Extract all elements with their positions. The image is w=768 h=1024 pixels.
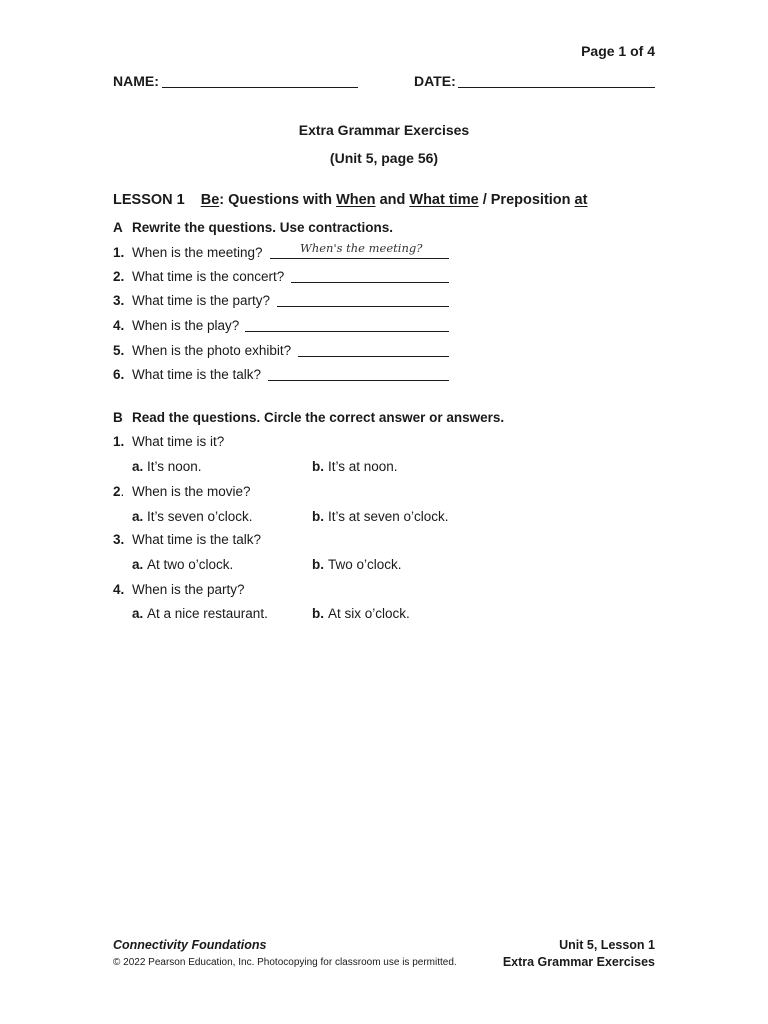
- footer-book-title: Connectivity Foundations: [113, 938, 267, 952]
- date-label: DATE:: [414, 73, 456, 89]
- option-a-label: a.: [132, 557, 144, 572]
- a-item-question: When is the photo exhibit?: [132, 343, 292, 358]
- option-b-label: b.: [312, 606, 324, 621]
- a-item-answer-line[interactable]: [268, 380, 449, 381]
- page-number: Page 1 of 4: [581, 43, 655, 59]
- date-field[interactable]: [458, 87, 655, 88]
- a-item-question: When is the play?: [132, 318, 240, 333]
- b-item-number: 4.: [113, 582, 125, 597]
- a-item-answer-line[interactable]: [298, 356, 449, 357]
- a-item-answer-line[interactable]: [277, 306, 449, 307]
- lesson-label: LESSON 1: [113, 192, 185, 208]
- footer-copyright: © 2022 Pearson Education, Inc. Photocopying for classroom use is permitted.: [113, 957, 457, 968]
- option-a-text[interactable]: It’s noon.: [147, 459, 202, 474]
- b-item-question: When is the party?: [132, 582, 245, 597]
- footer-section-name: Extra Grammar Exercises: [502, 955, 655, 969]
- document-subtitle: (Unit 5, page 56): [329, 150, 439, 166]
- option-a-text[interactable]: It’s seven o’clock.: [147, 509, 253, 524]
- lesson-text-2: and: [375, 192, 410, 208]
- name-label: NAME:: [113, 73, 159, 89]
- b-item-question: What time is the talk?: [132, 532, 262, 547]
- b-item-number: 1.: [113, 434, 125, 449]
- option-a-label: a.: [132, 509, 144, 524]
- a-item-question: What time is the concert?: [132, 269, 285, 284]
- a-item-answer-line[interactable]: [270, 258, 449, 259]
- a-item-question: What time is the party?: [132, 293, 271, 308]
- a-item-number: 4.: [113, 318, 125, 333]
- a-item-number: 6.: [113, 367, 125, 382]
- lesson-text-3: / Preposition: [478, 192, 575, 208]
- lesson-at: at: [574, 192, 588, 208]
- option-b-text[interactable]: It’s at seven o’clock.: [328, 509, 449, 524]
- a-item-answer-line[interactable]: [291, 282, 449, 283]
- a-item-number: 1.: [113, 245, 125, 260]
- option-b-label: b.: [312, 557, 324, 572]
- b-item-question: When is the movie?: [132, 484, 251, 499]
- a-item-number: 5.: [113, 343, 125, 358]
- a-item-answer-line[interactable]: [245, 331, 449, 332]
- b-item-number-digit: 2: [113, 484, 121, 499]
- document-title: Extra Grammar Exercises: [298, 122, 470, 138]
- option-a-text[interactable]: At a nice restaurant.: [147, 606, 268, 621]
- option-a-label: a.: [132, 606, 144, 621]
- section-a-instruction: Rewrite the questions. Use contractions.: [132, 220, 394, 235]
- lesson-heading: [113, 192, 587, 208]
- name-field[interactable]: [162, 87, 358, 88]
- lesson-text-1: : Questions with: [219, 192, 337, 208]
- lesson-when: When: [336, 192, 376, 208]
- lesson-be: Be: [200, 192, 220, 208]
- b-item-question: What time is it?: [132, 434, 225, 449]
- footer-unit-lesson: Unit 5, Lesson 1: [559, 938, 655, 952]
- b-item-number-dot: .: [120, 484, 125, 499]
- lesson-what-time: What time: [409, 192, 479, 208]
- a-item-number: 3.: [113, 293, 125, 308]
- option-b-label: b.: [312, 509, 324, 524]
- option-a-text[interactable]: At two o’clock.: [147, 557, 234, 572]
- a-item-number: 2.: [113, 269, 125, 284]
- option-b-text[interactable]: At six o’clock.: [328, 606, 410, 621]
- b-item-number: [113, 484, 124, 499]
- b-item-number: 3.: [113, 532, 125, 547]
- option-b-text[interactable]: It’s at noon.: [328, 459, 398, 474]
- option-b-text[interactable]: Two o’clock.: [328, 557, 402, 572]
- a-item-question: What time is the talk?: [132, 367, 262, 382]
- option-b-label: b.: [312, 459, 324, 474]
- a-item-question: When is the meeting?: [132, 245, 263, 260]
- section-b-letter: B: [113, 410, 123, 425]
- option-a-label: a.: [132, 459, 144, 474]
- a-item-handwritten-answer: When's the meeting?: [300, 241, 423, 255]
- section-a-letter: A: [113, 220, 123, 235]
- section-b-instruction: Read the questions. Circle the correct answer or answers.: [132, 410, 505, 425]
